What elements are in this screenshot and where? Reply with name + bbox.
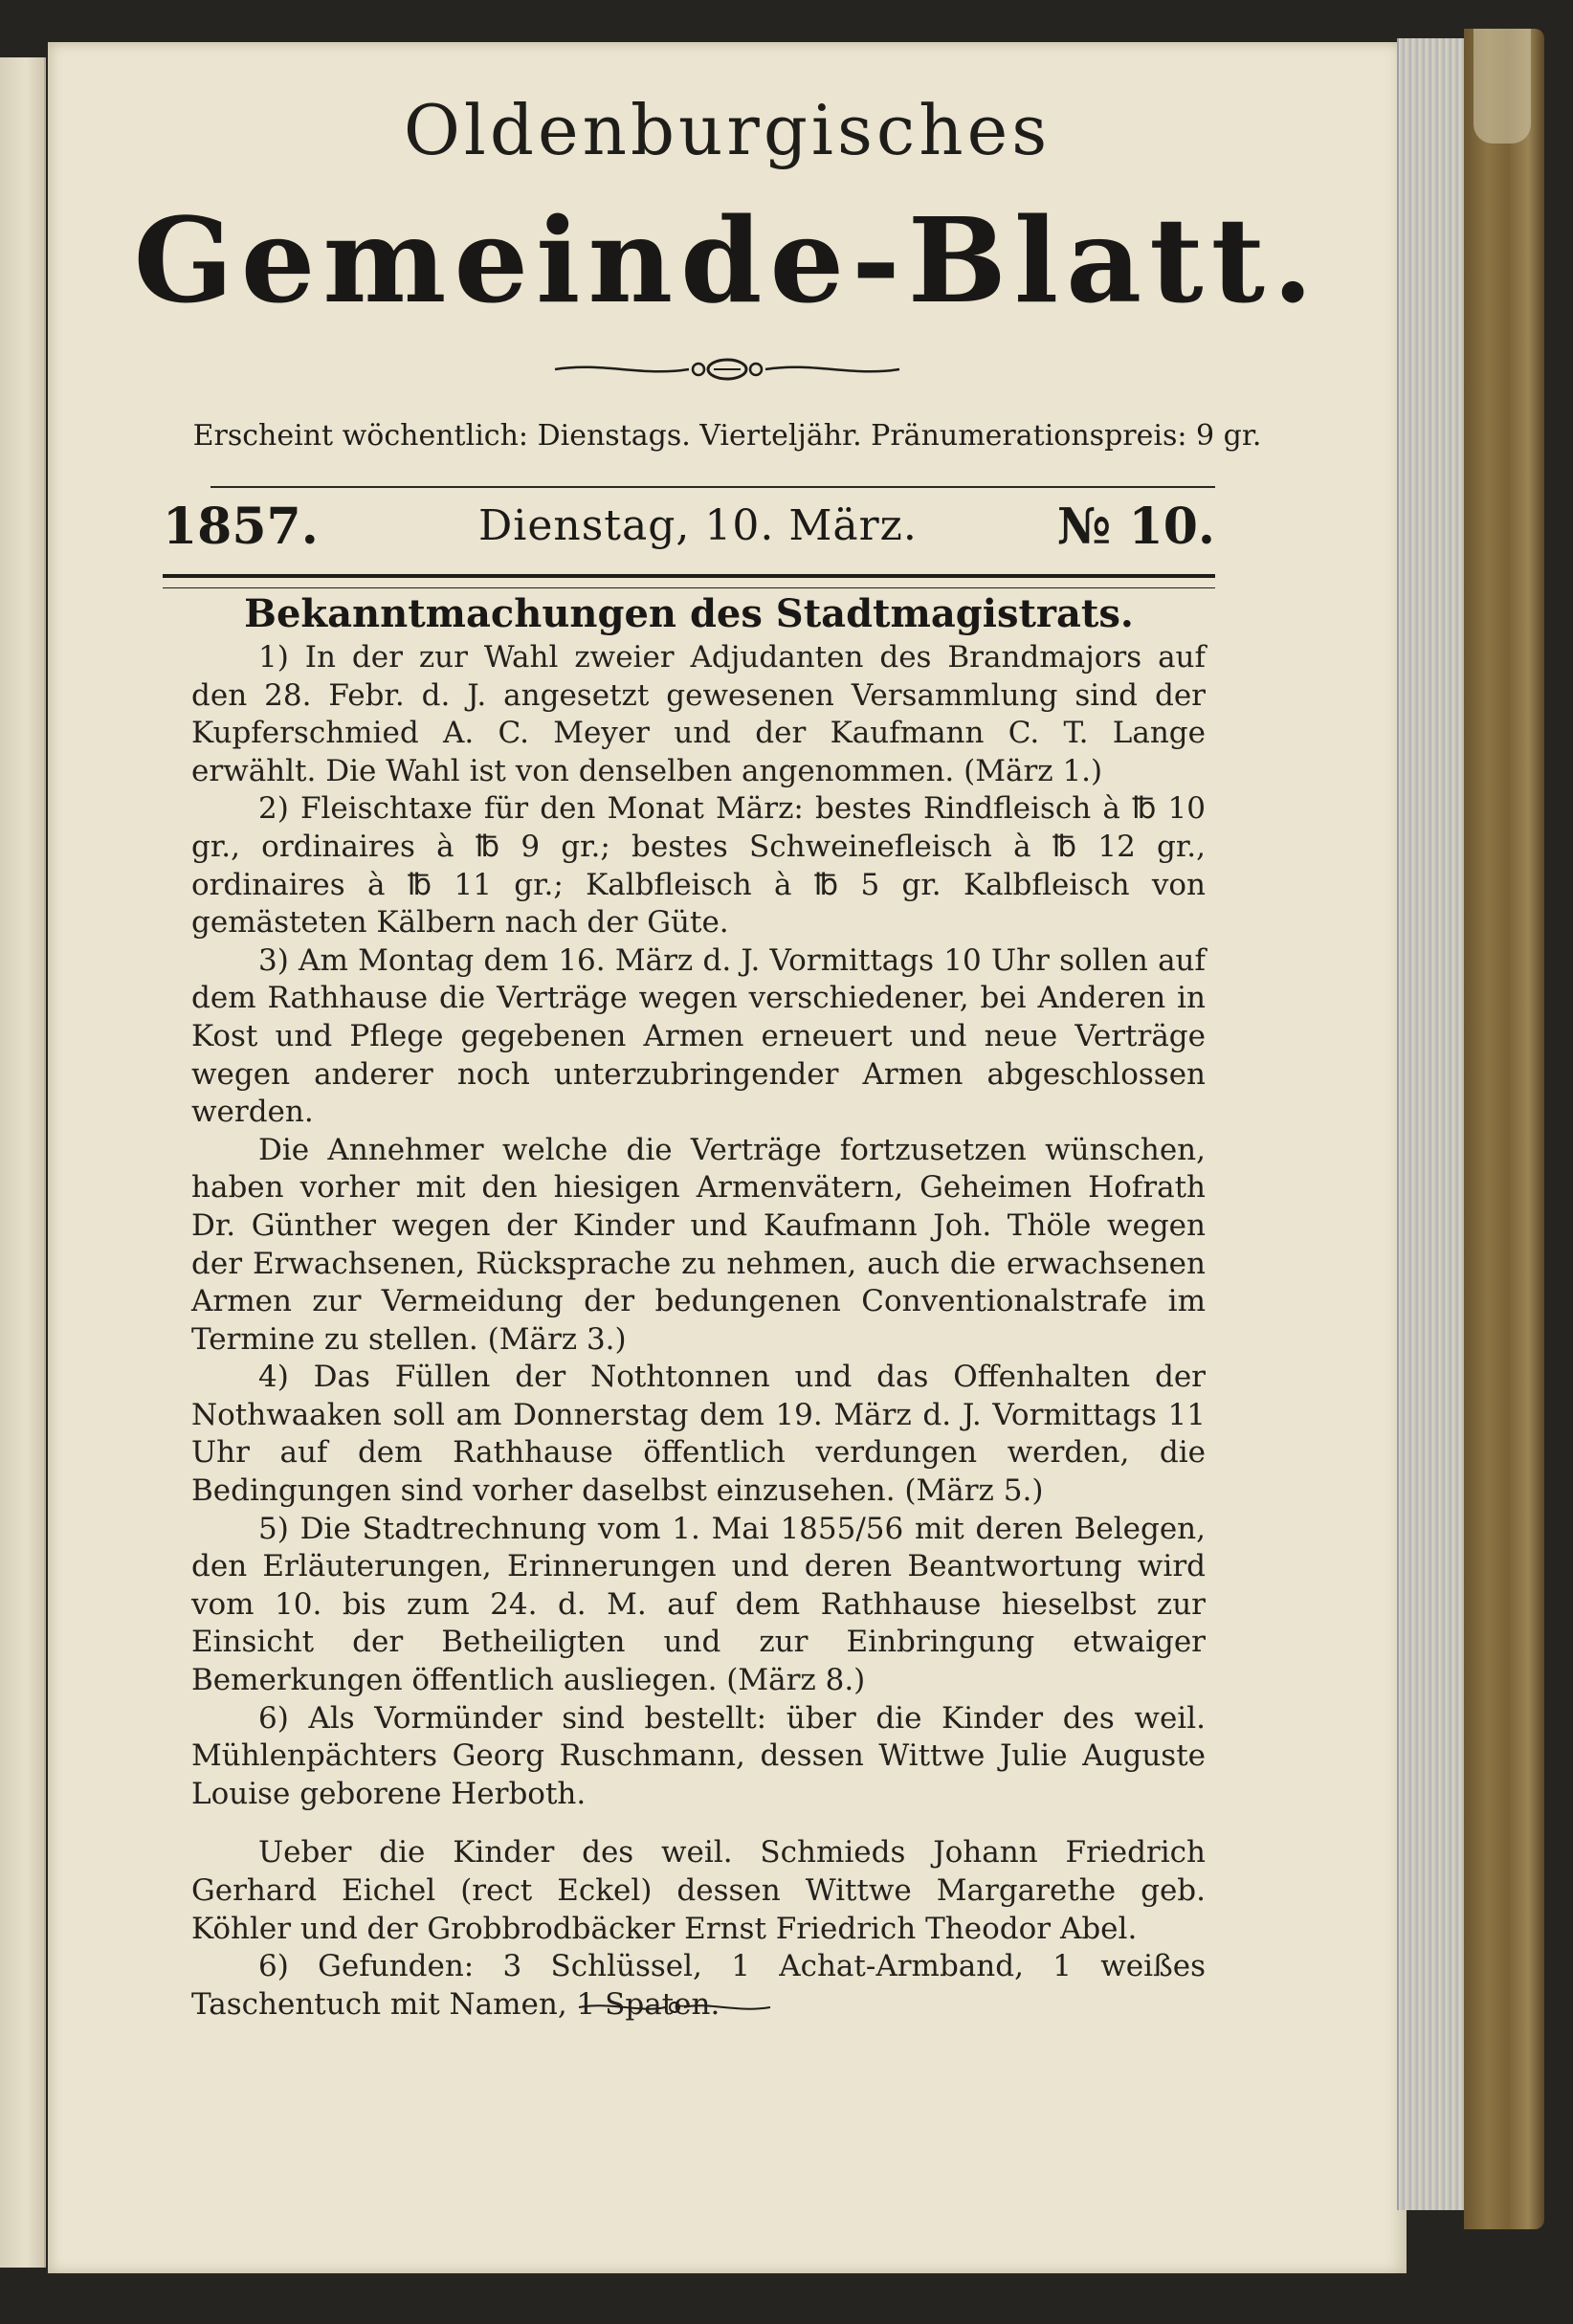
- book-spine: [1464, 29, 1544, 2229]
- small-flourish-icon: [574, 1996, 775, 2019]
- issue-number: № 10.: [1056, 498, 1215, 556]
- spine-wear: [1473, 29, 1531, 144]
- announcement-found-items: 6) Gefunden: 3 Schlüssel, 1 Achat-Armband, 1 weißes Taschentuch mit Namen, 1 Spaten.: [191, 1949, 1206, 2022]
- dateline: [163, 498, 1215, 564]
- dateline-double-rule: [163, 574, 1215, 588]
- header-rule: [210, 486, 1215, 488]
- title-big: Gemeinde-Blatt.: [133, 191, 1321, 329]
- section-title: Bekanntmachungen des Stadtmagistrats.: [244, 591, 1134, 636]
- issue-year: 1857.: [163, 498, 319, 556]
- announcement-4: 4) Das Füllen der Nothtonnen und das Offenhalten der Nothwaaken soll am Donnerstag dem 19. März d. J. Vormittags 11 Uhr auf dem Rathhause öffentlich verdungen werden, die Bedingungen sind vorher daselbst einzusehen. (März 5.): [191, 1360, 1206, 1509]
- issue-date: Dienstag, 10. März.: [478, 501, 918, 550]
- flourish-ornament-icon: [545, 352, 909, 387]
- announcement-5: 5) Die Stadtrechnung vom 1. Mai 1855/56 mit deren Belegen, den Erläuterungen, Erinnerungen und deren Beantwortung wird vom 10. bis zum 24. d. M. auf dem Rathhause hieselbst zur Einsicht der Betheiligten und zur Einbringung etwaiger Bemerkungen öffentlich ausliegen. (März 8.): [191, 1511, 1206, 1698]
- announcement-3: 3) Am Montag dem 16. März d. J. Vormittags 10 Uhr sollen auf dem Rathhause die Verträge wegen verschiedener, bei Anderen in Kost und Pflege gegebenen Armen erneuert und neue Verträge wegen anderer noch unterzubringender Armen abgeschlossen werden.: [191, 942, 1206, 1130]
- announcement-2: 2) Fleischtaxe für den Monat März: bestes Rindfleisch à ℔ 10 gr., ordinaires à ℔ 9 gr.; bestes Schweinefleisch à ℔ 12 gr., ordinaires à ℔ 11 gr.; Kalbfleisch à ℔ 5 gr. Kalbfleisch von gemästeten Kälbern nach der Güte.: [191, 791, 1206, 941]
- page-stack-edge: [1397, 38, 1466, 2210]
- previous-page-edge: [0, 57, 46, 2268]
- announcement-6-guardians-continued: Ueber die Kinder des weil. Schmieds Johann Friedrich Gerhard Eichel (rect Eckel) dessen Wittwe Margarethe geb. Köhler und der Grobbrodbäcker Ernst Friedrich Theodor Abel.: [191, 1835, 1206, 1946]
- announcement-1: 1) In der zur Wahl zweier Adjudanten des Brandmajors auf den 28. Febr. d. J. angesetzt gewesenen Versammlung sind der Kupferschmied A. C. Meyer und der Kaufmann C. T. Lange erwählt. Die Wahl ist von denselben angenommen. (März 1.): [191, 640, 1206, 788]
- title-small: Oldenburgisches: [403, 90, 1052, 170]
- publication-frequency: Erscheint wöchentlich: Dienstags. Vierteljähr. Pränumerationspreis: 9 gr.: [192, 419, 1262, 453]
- announcements-body: [191, 639, 1206, 2024]
- announcement-6-guardians: 6) Als Vormünder sind bestellt: über die Kinder des weil. Mühlenpächters Georg Ruschmann, dessen Wittwe Julie Auguste Louise geborene Herboth.: [191, 1700, 1206, 1811]
- announcement-3-continued: Die Annehmer welche die Verträge fortzusetzen wünschen, haben vorher mit den hiesigen Armenvätern, Geheimen Hofrath Dr. Günther wegen der Kinder und Kaufmann Joh. Thöle wegen der Erwachsenen, Rücksprache zu nehmen, auch die erwachsenen Armen zur Vermeidung der bedungenen Conventionalstrafe im Termine zu stellen. (März 3.): [191, 1132, 1206, 1357]
